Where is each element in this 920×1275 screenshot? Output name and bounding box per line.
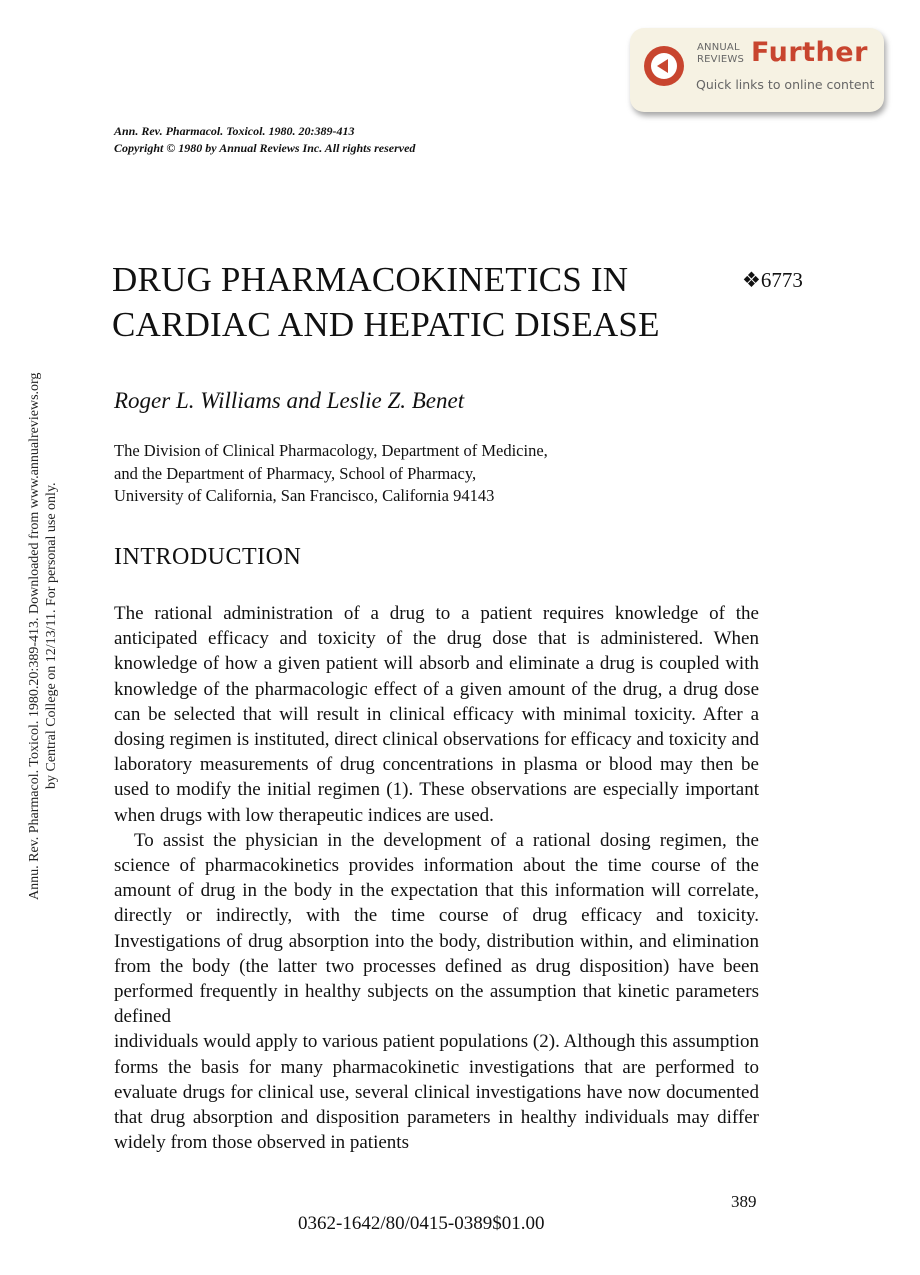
title-line-2: CARDIAC AND HEPATIC DISEASE bbox=[112, 305, 660, 344]
annual-reviews-further-widget[interactable] bbox=[630, 28, 884, 112]
left-arrow-circle-icon bbox=[643, 45, 685, 87]
title-line-1: DRUG PHARMACOKINETICS IN bbox=[112, 260, 629, 299]
page-number: 389 bbox=[731, 1192, 757, 1211]
brand-further: Further bbox=[751, 37, 868, 68]
affiliation-line: University of California, San Francisco, California 94143 bbox=[114, 486, 495, 505]
introduction-body bbox=[114, 601, 759, 1155]
article-code: ❖6773 bbox=[742, 268, 803, 292]
affiliation-line: The Division of Clinical Pharmacology, Department of Medicine, bbox=[114, 441, 548, 460]
watermark-line-1: Annu. Rev. Pharmacol. Toxicol. 1980.20:389-413. Downloaded from www.annualreviews.org bbox=[27, 372, 42, 900]
citation-line: Ann. Rev. Pharmacol. Toxicol. 1980. 20:389-413 bbox=[114, 124, 355, 138]
quick-links-label[interactable]: Quick links to online content bbox=[696, 77, 875, 92]
authors: Roger L. Williams and Leslie Z. Benet bbox=[114, 388, 465, 413]
document-code: 0362-1642/80/0415-0389$01.00 bbox=[298, 1213, 545, 1234]
brand-small-text bbox=[697, 42, 744, 66]
download-watermark bbox=[26, 318, 60, 954]
brand-line-annual: ANNUAL bbox=[697, 42, 740, 53]
section-heading: INTRODUCTION bbox=[114, 544, 302, 570]
brand-line-reviews: REVIEWS bbox=[697, 54, 745, 65]
affiliation-line: and the Department of Pharmacy, School of Pharmacy, bbox=[114, 463, 477, 483]
paragraph: To assist the physician in the development of a rational dosing regimen, the science of pharmacokinetics provides information about the time course of the amount of drug in the body in the expectation that this information will correlate, directly or indirectly, with the time course of drug efficacy and toxicity. Investigations of drug absorption into the body, distribution within, and elimination from the body (the latter two processes defined as drug disposition) have been performed frequently in healthy subjects on the assumption that kinetic parameters defined bbox=[114, 829, 759, 1028]
watermark-line-2: by Central College on 12/13/11. For personal use only. bbox=[44, 482, 59, 790]
affiliation bbox=[114, 440, 548, 508]
paragraph: individuals would apply to various patient populations (2). Although this assumption forms the basis for many pharmacokinetic investigations that are performed to evaluate drugs for clinical use, several clinical investigations have now documented that drug absorption and disposition parameters in healthy individuals may differ widely from those observed in patients bbox=[114, 1031, 759, 1154]
paragraph: The rational administration of a drug to a patient requires knowledge of the anticipated efficacy and toxicity of the drug dose that is administered. When knowledge of how a given patient will absorb and eliminate a drug is coupled with knowledge of the pharmacologic effect of a given amount of the drug, a drug dose can be selected that will result in clinical efficacy with minimal toxicity. After a dosing regimen is instituted, direct clinical observations for efficacy and toxicity and laboratory measurements of drug concentrations in plasma or blood may then be used to modify the initial regimen (1). These observations are especially important when drugs with low therapeutic indices are used. bbox=[114, 603, 759, 826]
journal-citation bbox=[114, 123, 415, 157]
article-title bbox=[112, 257, 660, 347]
copyright-line: Copyright © 1980 by Annual Reviews Inc. All rights reserved bbox=[114, 141, 416, 155]
